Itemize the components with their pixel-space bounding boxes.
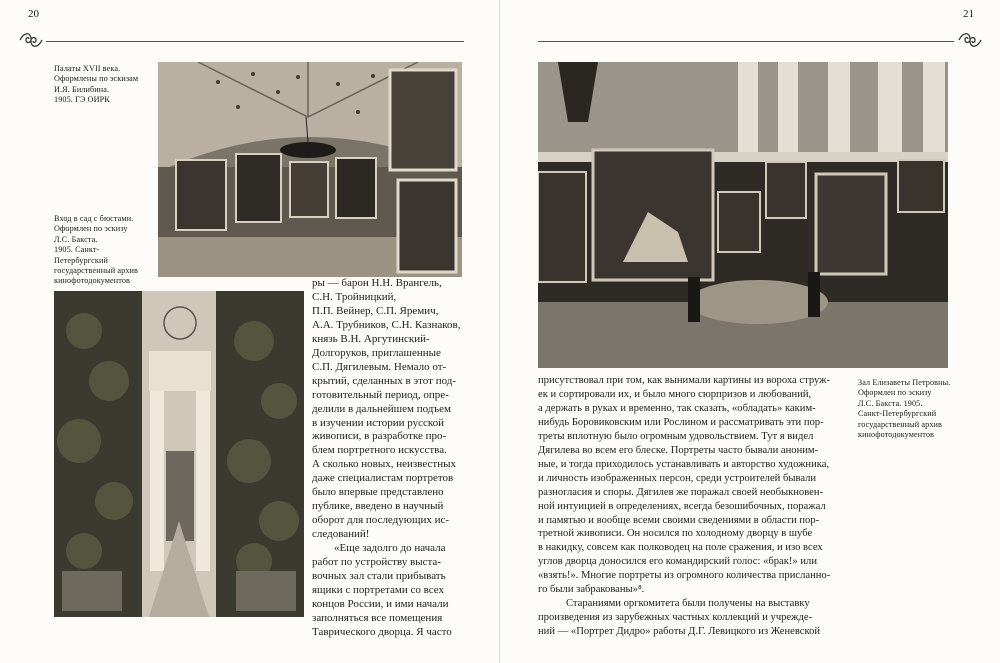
- left-text-line: князь В.Н. Аргутинский-: [312, 332, 430, 345]
- right-text-line: разногласия и споры. Дягилев же поражал своей необыкновен-: [538, 486, 824, 498]
- right-text-line: углов дворца доносился его командирский голос: «брак!» или: [538, 556, 818, 568]
- right-page-number: 21: [963, 8, 974, 20]
- right-ornament-icon: [957, 30, 983, 50]
- left-text-line: крытий, сделанных в этот под-: [312, 374, 457, 387]
- right-text-line: Дягилева во всем его блеске. Портреты часто бывали аноним-: [538, 444, 819, 456]
- right-text-line: треты вплотную было огромным удовольствием. Тут я видел: [538, 430, 814, 442]
- right-text-line: ные, и тогда приходилось устанавливать и авторство художника,: [538, 458, 830, 470]
- left-text-line: С.П. Дягилевым. Немало от-: [312, 360, 447, 373]
- left-text-line: ры — барон Н.Н. Врангель,: [312, 277, 442, 289]
- left-text-line: работ по устройству выста-: [312, 556, 441, 569]
- left-text-line: А.А. Трубников, С.Н. Казнаков,: [312, 318, 461, 331]
- right-text-line: ной интуицией в определениях, всегда безошибочных, поражал: [538, 500, 826, 512]
- right-text-line: и личность изображенных персон, среди устроителей бывали: [538, 472, 817, 484]
- caption-garden-entrance: Вход в сад с бюстами. Оформлен по эскизу Л.С. Бакста. 1905. Санкт- Петербургский государственный архив кинофотодокументов: [54, 214, 138, 286]
- right-text-line: присутствовал при том, как вынимали картины из вороха струж-: [538, 375, 831, 386]
- left-text-line: ящики с портретами со всех: [312, 583, 445, 596]
- left-text-line: вочных зал стали прибывать: [312, 570, 446, 583]
- left-page-number: 20: [28, 8, 39, 20]
- right-text-line: ний — «Портрет Дидро» работы Д.Г. Левицкого из Женевской: [538, 626, 821, 638]
- right-body-text: [538, 374, 838, 639]
- left-text-line: А сколько новых, неизвестных: [312, 458, 456, 471]
- left-text-line: даже специалистам портретов: [312, 472, 454, 485]
- left-text-line: живописи, в разработке про-: [312, 430, 447, 443]
- left-text-line: было впервые представлено: [312, 486, 444, 499]
- right-text-line: третной живописи. Он носился по холодному дворцу в шубе: [538, 528, 813, 540]
- caption-elizabeth-hall: Зал Елизаветы Петровны. Оформлен по эскизу Л.С. Бакста. 1905. Санкт-Петербургский государственный архив кинофотодокументов: [858, 378, 951, 440]
- left-text-line: заполняться все помещения: [312, 611, 443, 624]
- right-text-line: ек и сортировали их, и было много сюрпризов и любований,: [538, 388, 812, 400]
- left-text-line: оборот для последующих ис-: [312, 514, 450, 527]
- photo-17th-century-chambers: [158, 62, 462, 277]
- left-ornament-icon: [18, 30, 44, 50]
- right-text-line: в накидку, совсем как полководец на поле сражения, и изо всех: [538, 542, 823, 554]
- left-text-line: С.Н. Тройницкий,: [312, 290, 397, 303]
- caption-chambers: Палаты XVII века. Оформлены по эскизам И.Я. Билибина. 1905. ГЭ ОИРК: [54, 64, 139, 105]
- left-text-line: «Еще задолго до начала: [334, 542, 446, 555]
- left-text-line: Таврического дворца. Я часто: [312, 625, 452, 638]
- left-text-line: Долгоруков, приглашенные: [312, 346, 441, 359]
- right-text-line: а держать в руках и временно, так сказать, «обладать» каким-: [538, 402, 816, 414]
- right-text-line: нибудь Боровиковским или Рослином и рассматривать эти пор-: [538, 416, 824, 428]
- left-text-line: следований!: [312, 528, 370, 541]
- left-text-line: делили в дальнейшем подъем: [312, 402, 451, 415]
- right-text-line: «взять!». Многие портреты из огромного количества присланно-: [538, 570, 831, 582]
- left-text-line: блем портретного искусства.: [312, 444, 447, 457]
- left-text-line: публике, введено в научный: [312, 500, 444, 513]
- left-header-rule: [46, 41, 464, 42]
- right-text-line: произведения из зарубежных частных коллекций и учрежде-: [538, 612, 813, 624]
- left-text-line: концов России, и ими начали: [312, 597, 449, 610]
- right-text-line: го были забракованы»⁸.: [538, 584, 645, 596]
- photo-elizabeth-hall: [538, 62, 948, 368]
- right-text-line: и памятью и вообще всеми своими сведениями в области пор-: [538, 514, 820, 526]
- right-header-rule: [538, 41, 954, 42]
- left-body-text: [312, 277, 472, 640]
- page-gutter: [499, 0, 501, 663]
- left-text-line: в изучении истории русской: [312, 416, 445, 429]
- left-text-line: готовительный период, опре-: [312, 388, 449, 401]
- photo-garden-entrance: [54, 291, 304, 617]
- right-text-line: Стараниями оргкомитета были получены на выставку: [566, 598, 810, 610]
- left-text-line: П.П. Вейнер, С.П. Яремич,: [312, 304, 439, 317]
